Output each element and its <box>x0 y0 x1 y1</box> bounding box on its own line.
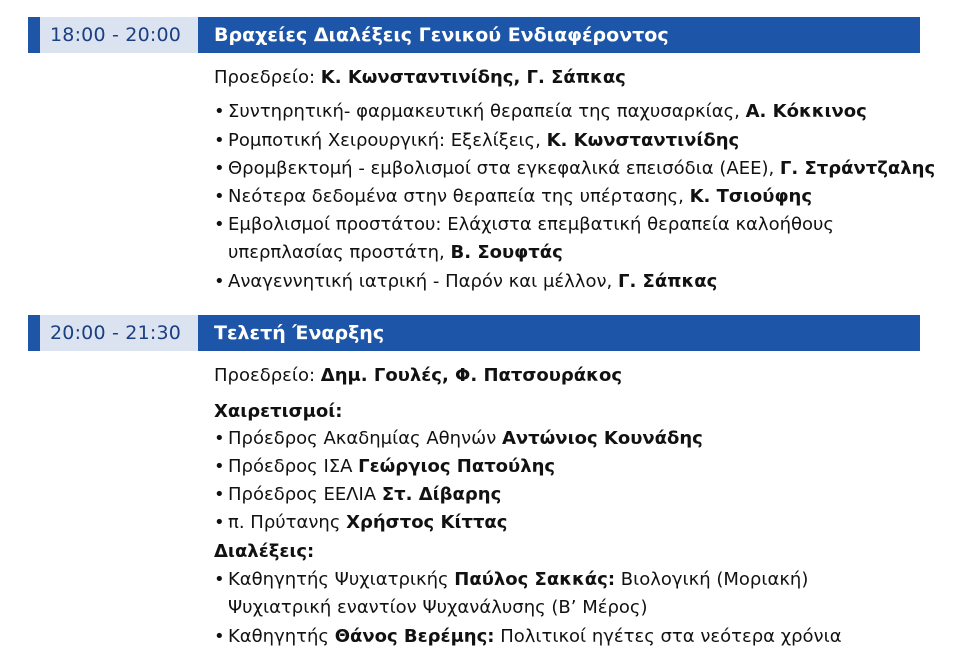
greetings-heading: Χαιρετισμοί: <box>214 401 343 422</box>
item-text: Εμβολισμοί προστάτου: Ελάχιστα επεμβατική θεραπεία καλοήθους <box>228 214 834 235</box>
greeting-name: Χρήστος Κίττας <box>346 512 508 533</box>
item-text: υπερπλασίας προστάτη, <box>228 242 451 263</box>
chair-label: Προεδρείο: <box>214 365 316 386</box>
item-text: Θρομβεκτομή - εμβολισμοί στα εγκεφαλικά επεισόδια (ΑΕΕ), <box>228 158 780 179</box>
list-item: • Αναγεννητική ιατρική - Παρόν και μέλλον, Γ. Σάπκας <box>214 271 718 292</box>
item-text: Συντηρητική- φαρμακευτική θεραπεία της παχυσαρκίας, <box>228 101 746 122</box>
list-item: • Νεότερα δεδομένα στην θεραπεία της υπέρτασης, Κ. Τσιούφης <box>214 186 813 207</box>
item-speaker: Κ. Κωνσταντινίδης <box>546 130 740 151</box>
session-1-time: 18:00 - 20:00 <box>28 17 198 53</box>
lecture-role: Καθηγητής Ψυχιατρικής <box>228 569 455 590</box>
chair-names: Δημ. Γουλές, Φ. Πατσουράκος <box>320 365 622 386</box>
lecture-name: Παύλος Σακκάς: <box>454 569 616 590</box>
session-1-title: Βραχείες Διαλέξεις Γενικού Ενδιαφέροντος <box>198 17 920 53</box>
list-item-continuation <box>228 242 563 264</box>
greeting-role: π. Πρύτανης <box>228 512 347 533</box>
list-item: • Πρόεδρος ΕΕΛΙΑ Στ. Δίβαρης <box>214 484 502 505</box>
chair-names: Κ. Κωνσταντινίδης, Γ. Σάπκας <box>320 67 626 88</box>
list-item: • Συντηρητική- φαρμακευτική θεραπεία της παχυσαρκίας, Α. Κόκκινος <box>214 101 867 122</box>
list-item: • Εμβολισμοί προστάτου: Ελάχιστα επεμβατική θεραπεία καλοήθους <box>214 214 834 235</box>
item-speaker: Β. Σουφτάς <box>450 242 563 263</box>
lecture-topic: Βιολογική (Μοριακή) <box>615 569 809 590</box>
greeting-name: Στ. Δίβαρης <box>381 484 502 505</box>
item-speaker: Α. Κόκκινος <box>745 101 867 122</box>
list-item: • Καθηγητής Ψυχιατρικής Παύλος Σακκάς: Βιολογική (Μοριακή) <box>214 569 809 590</box>
list-item: • Θρομβεκτομή - εμβολισμοί στα εγκεφαλικά επεισόδια (ΑΕΕ), Γ. Στράντζαλης <box>214 158 936 179</box>
session-1-chair <box>214 67 626 89</box>
session-2-header <box>28 315 920 351</box>
session-2-chair <box>214 365 622 387</box>
session-2-title: Τελετή Έναρξης <box>198 315 920 351</box>
chair-label: Προεδρείο: <box>214 67 316 88</box>
item-text: Νεότερα δεδομένα στην θεραπεία της υπέρτασης, <box>228 186 690 207</box>
list-item: • Ρομποτική Χειρουργική: Εξελίξεις, Κ. Κωνσταντινίδης <box>214 130 740 151</box>
list-item: • π. Πρύτανης Χρήστος Κίττας <box>214 512 508 533</box>
list-item: • Πρόεδρος ΙΣΑ Γεώργιος Πατούλης <box>214 456 556 477</box>
item-speaker: Γ. Στράντζαλης <box>779 158 936 179</box>
item-text: Αναγεννητική ιατρική - Παρόν και μέλλον, <box>228 271 618 292</box>
list-item-continuation <box>228 597 647 619</box>
greeting-role: Πρόεδρος ΕΕΛΙΑ <box>228 484 382 505</box>
lecture-topic: Πολιτικοί ηγέτες στα νεότερα χρόνια <box>494 626 842 647</box>
greeting-role: Πρόεδρος Ακαδημίας Αθηνών <box>228 428 502 449</box>
item-text: Ρομποτική Χειρουργική: Εξελίξεις, <box>228 130 547 151</box>
greeting-name: Γεώργιος Πατούλης <box>358 456 556 477</box>
greeting-name: Αντώνιος Κουνάδης <box>501 428 703 449</box>
item-speaker: Γ. Σάπκας <box>617 271 718 292</box>
session-2-time: 20:00 - 21:30 <box>28 315 198 351</box>
lecture-name: Θάνος Βερέμης: <box>334 626 495 647</box>
item-speaker: Κ. Τσιούφης <box>689 186 813 207</box>
greeting-role: Πρόεδρος ΙΣΑ <box>228 456 359 477</box>
list-item: • Καθηγητής Θάνος Βερέμης: Πολιτικοί ηγέτες στα νεότερα χρόνια <box>214 626 842 647</box>
lecture-topic: Ψυχιατρική εναντίον Ψυχανάλυσης (Β’ Μέρος) <box>228 597 648 618</box>
session-1-header <box>28 17 920 53</box>
lectures-heading: Διαλέξεις: <box>214 541 315 562</box>
list-item: • Πρόεδρος Ακαδημίας Αθηνών Αντώνιος Κουνάδης <box>214 428 703 449</box>
lecture-role: Καθηγητής <box>228 626 335 647</box>
